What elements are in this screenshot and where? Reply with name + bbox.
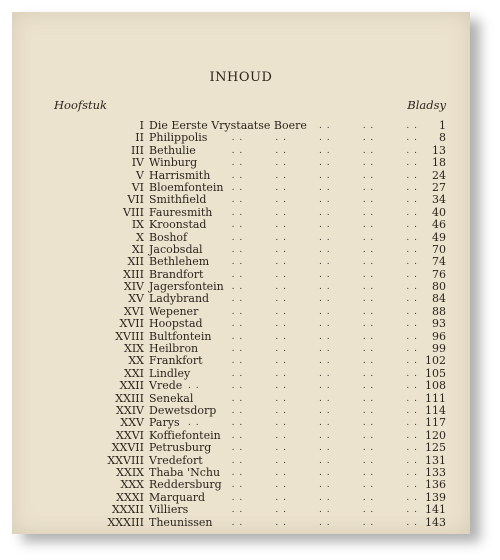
toc-entry xyxy=(12,170,470,182)
chapter-title: Lindley xyxy=(149,366,191,380)
page-number: 139 xyxy=(425,490,446,504)
page-number: 105 xyxy=(425,366,446,380)
toc-entry xyxy=(12,405,470,417)
chapter-title: Bultfontein xyxy=(149,329,212,343)
page-number: 125 xyxy=(425,441,446,455)
chapter-number: XXXIII xyxy=(107,515,144,529)
chapter-title: Wepener xyxy=(149,304,199,318)
toc-entry xyxy=(12,145,470,157)
chapter-number: XIII xyxy=(123,267,144,281)
chapter-number: V xyxy=(136,168,144,182)
toc-entry xyxy=(12,219,470,231)
toc-entry xyxy=(12,504,470,516)
dot-leader: . . . . . . . . . . xyxy=(231,257,418,268)
page-number: 117 xyxy=(425,416,446,430)
chapter-number: X xyxy=(136,230,144,244)
dot-leader: . . . . . . . . . . xyxy=(231,294,418,305)
page-number: 8 xyxy=(439,131,446,145)
toc-entry xyxy=(12,256,470,268)
chapter-title: Hoopstad xyxy=(149,317,203,331)
page-number: 18 xyxy=(432,156,446,170)
toc-entry xyxy=(12,182,470,194)
dot-leader: . . . . . . . . . . xyxy=(231,405,418,416)
chapter-number: XVIII xyxy=(115,329,144,343)
page-number: 70 xyxy=(432,242,446,256)
chapter-number: VI xyxy=(131,180,144,194)
chapter-title: Koffiefontein xyxy=(149,428,221,442)
dot-leader: . . . . . . . . . . . . xyxy=(188,418,418,429)
toc-entry xyxy=(12,132,470,144)
dot-leader: . . . . . . . . . . xyxy=(231,356,418,367)
toc-entry xyxy=(12,517,470,529)
chapter-title: Philippolis xyxy=(149,131,208,145)
chapter-title: Bethulie xyxy=(149,143,196,157)
dot-leader: . . . . . . . . . . xyxy=(231,492,418,503)
chapter-title: Vredefort xyxy=(149,453,203,467)
chapter-number: XXVI xyxy=(116,428,144,442)
chapter-title: Winburg xyxy=(149,156,198,170)
chapter-number: III xyxy=(130,143,144,157)
chapter-title: Petrusburg xyxy=(149,441,212,455)
toc-entry xyxy=(12,442,470,454)
page-number: 1 xyxy=(439,119,446,132)
chapter-number: XXXII xyxy=(111,503,144,517)
toc-entry xyxy=(12,368,470,380)
toc-entry xyxy=(12,430,470,442)
chapter-number: VII xyxy=(127,193,144,207)
chapter-title: Fauresmith xyxy=(149,205,213,219)
chapter-number: XX xyxy=(128,354,144,368)
page-number: 84 xyxy=(432,292,446,306)
page-number: 80 xyxy=(432,280,446,294)
chapter-number: XV xyxy=(128,292,144,306)
toc-entry xyxy=(12,343,470,355)
toc-entry xyxy=(12,492,470,504)
toc-entry xyxy=(12,232,470,244)
chapter-number: XI xyxy=(131,242,144,256)
toc-entry xyxy=(12,331,470,343)
dot-leader: . . . . . . . . . . xyxy=(231,505,418,516)
chapter-title: Villiers xyxy=(149,503,189,517)
chapter-title: Jagersfontein xyxy=(149,280,224,294)
dot-leader: . . . . . . . . . . xyxy=(231,467,418,478)
page-number: 13 xyxy=(432,143,446,157)
page-number: 108 xyxy=(425,379,446,393)
toc-entry xyxy=(12,244,470,256)
dot-leader: . . . . . . . . . . xyxy=(231,517,418,528)
chapter-number: XXI xyxy=(123,366,144,380)
toc-entry xyxy=(12,380,470,392)
dot-leader: . . . . . . . . . . xyxy=(231,430,418,441)
dot-leader: . . . . . . . . . . xyxy=(231,133,418,144)
chapter-number: II xyxy=(135,131,144,145)
chapter-number: IX xyxy=(131,218,144,232)
dot-leader: . . . . . . . . . . xyxy=(231,158,418,169)
chapter-number: XXX xyxy=(120,478,144,492)
chapter-number: XXII xyxy=(119,379,144,393)
page-number: 46 xyxy=(432,218,446,232)
chapter-number: XXVII xyxy=(111,441,144,455)
page-number: 143 xyxy=(425,515,446,529)
dot-leader: . . . . . . . . . . xyxy=(231,182,418,193)
dot-leader: . . . . . . . . . . xyxy=(231,232,418,243)
toc-entry xyxy=(12,455,470,467)
dot-leader: . . . . . . . . . . xyxy=(231,480,418,491)
dot-leader: . . . . . . . . . . xyxy=(231,331,418,342)
page-number: 96 xyxy=(432,329,446,343)
chapter-title: Frankfort xyxy=(149,354,203,368)
page-number: 114 xyxy=(425,403,446,417)
chapter-number: XXV xyxy=(120,416,144,430)
dot-leader: . . . . . . . . . . xyxy=(231,368,418,379)
dot-leader: . . . . . . . . . . xyxy=(231,455,418,466)
toc-entry xyxy=(12,293,470,305)
chapter-number: XXVIII xyxy=(107,453,144,467)
dot-leader: . . . . . . . . . . xyxy=(231,319,418,330)
chapter-title: Thaba 'Nchu xyxy=(149,465,221,479)
page-number: 34 xyxy=(432,193,446,207)
toc-entry xyxy=(12,393,470,405)
chapter-number: XXIX xyxy=(116,465,144,479)
chapter-title: Marquard xyxy=(149,490,206,504)
page-number: 133 xyxy=(425,465,446,479)
page-title: INHOUD xyxy=(209,70,273,85)
chapter-title: Dewetsdorp xyxy=(149,403,217,417)
chapter-title: Boshof xyxy=(149,230,188,244)
chapter-title: Reddersburg xyxy=(149,478,222,492)
dot-leader: . . . . . . . . . . xyxy=(231,282,418,293)
chapter-title: Die Eerste Vrystaatse Boere xyxy=(149,119,307,132)
page-column-header: Bladsy xyxy=(407,98,446,112)
page-number: 49 xyxy=(432,230,446,244)
chapter-column-header: Hoofstuk xyxy=(54,98,108,112)
chapter-title: Bloemfontein xyxy=(149,180,224,194)
page-number: 102 xyxy=(425,354,446,368)
page-number: 136 xyxy=(425,478,446,492)
chapter-number: XIX xyxy=(123,342,144,356)
chapter-title: Brandfort xyxy=(149,267,204,281)
chapter-title: Senekal xyxy=(149,391,194,405)
dot-leader: . . . . . . . . . . xyxy=(231,344,418,355)
page-number: 88 xyxy=(432,304,446,318)
toc-entry xyxy=(12,417,470,429)
toc-entry xyxy=(12,120,470,132)
page-number: 74 xyxy=(432,255,446,269)
dot-leader: . . . . . . . . . . xyxy=(231,244,418,255)
toc-entry xyxy=(12,194,470,206)
page-number: 111 xyxy=(425,391,446,405)
dot-leader: . . . . . . . . . . xyxy=(231,220,418,231)
toc-entry xyxy=(12,306,470,318)
chapter-title: Theunissen xyxy=(149,515,213,529)
chapter-title: Harrismith xyxy=(149,168,211,182)
table-of-contents xyxy=(12,120,470,529)
chapter-title: Heilbron xyxy=(149,342,199,356)
chapter-number: XII xyxy=(127,255,144,269)
chapter-number: XXIII xyxy=(115,391,144,405)
chapter-number: XIV xyxy=(123,280,144,294)
chapter-number: IV xyxy=(131,156,144,170)
chapter-number: XVI xyxy=(123,304,144,318)
chapter-number: XXIV xyxy=(116,403,144,417)
dot-leader: . . . . . . . . . . xyxy=(231,269,418,280)
chapter-title: Bethlehem xyxy=(149,255,210,269)
chapter-number: I xyxy=(139,119,144,132)
chapter-title: Kroonstad xyxy=(149,218,207,232)
toc-entry xyxy=(12,355,470,367)
dot-leader: . . . . . . . . . . xyxy=(231,306,418,317)
dot-leader: . . . . . . xyxy=(319,121,418,131)
book-page xyxy=(12,12,470,534)
chapter-title: Vrede xyxy=(149,379,183,393)
chapter-title: Jacobsdal xyxy=(149,242,203,256)
toc-entry xyxy=(12,318,470,330)
page-number: 141 xyxy=(425,503,446,517)
page-number: 27 xyxy=(432,180,446,194)
page-number: 131 xyxy=(425,453,446,467)
toc-entry xyxy=(12,467,470,479)
toc-entry xyxy=(12,157,470,169)
page-number: 24 xyxy=(432,168,446,182)
chapter-title: Smithfield xyxy=(149,193,207,207)
page-number: 120 xyxy=(425,428,446,442)
chapter-number: XVII xyxy=(119,317,144,331)
page-number: 76 xyxy=(432,267,446,281)
dot-leader: . . . . . . . . . . xyxy=(231,195,418,206)
dot-leader: . . . . . . . . . . . . xyxy=(188,381,418,392)
page-number: 93 xyxy=(432,317,446,331)
toc-entry xyxy=(12,207,470,219)
page-number: 99 xyxy=(432,342,446,356)
toc-entry xyxy=(12,281,470,293)
toc-entry xyxy=(12,269,470,281)
dot-leader: . . . . . . . . . . xyxy=(231,443,418,454)
chapter-number: VIII xyxy=(123,205,144,219)
toc-entry xyxy=(12,479,470,491)
dot-leader: . . . . . . . . . . xyxy=(231,170,418,181)
page-number: 40 xyxy=(432,205,446,219)
dot-leader: . . . . . . . . . . xyxy=(231,393,418,404)
dot-leader: . . . . . . . . . . xyxy=(231,145,418,156)
chapter-title: Ladybrand xyxy=(149,292,210,306)
chapter-number: XXXI xyxy=(116,490,144,504)
chapter-title: Parys xyxy=(149,416,180,430)
dot-leader: . . . . . . . . . . xyxy=(231,207,418,218)
